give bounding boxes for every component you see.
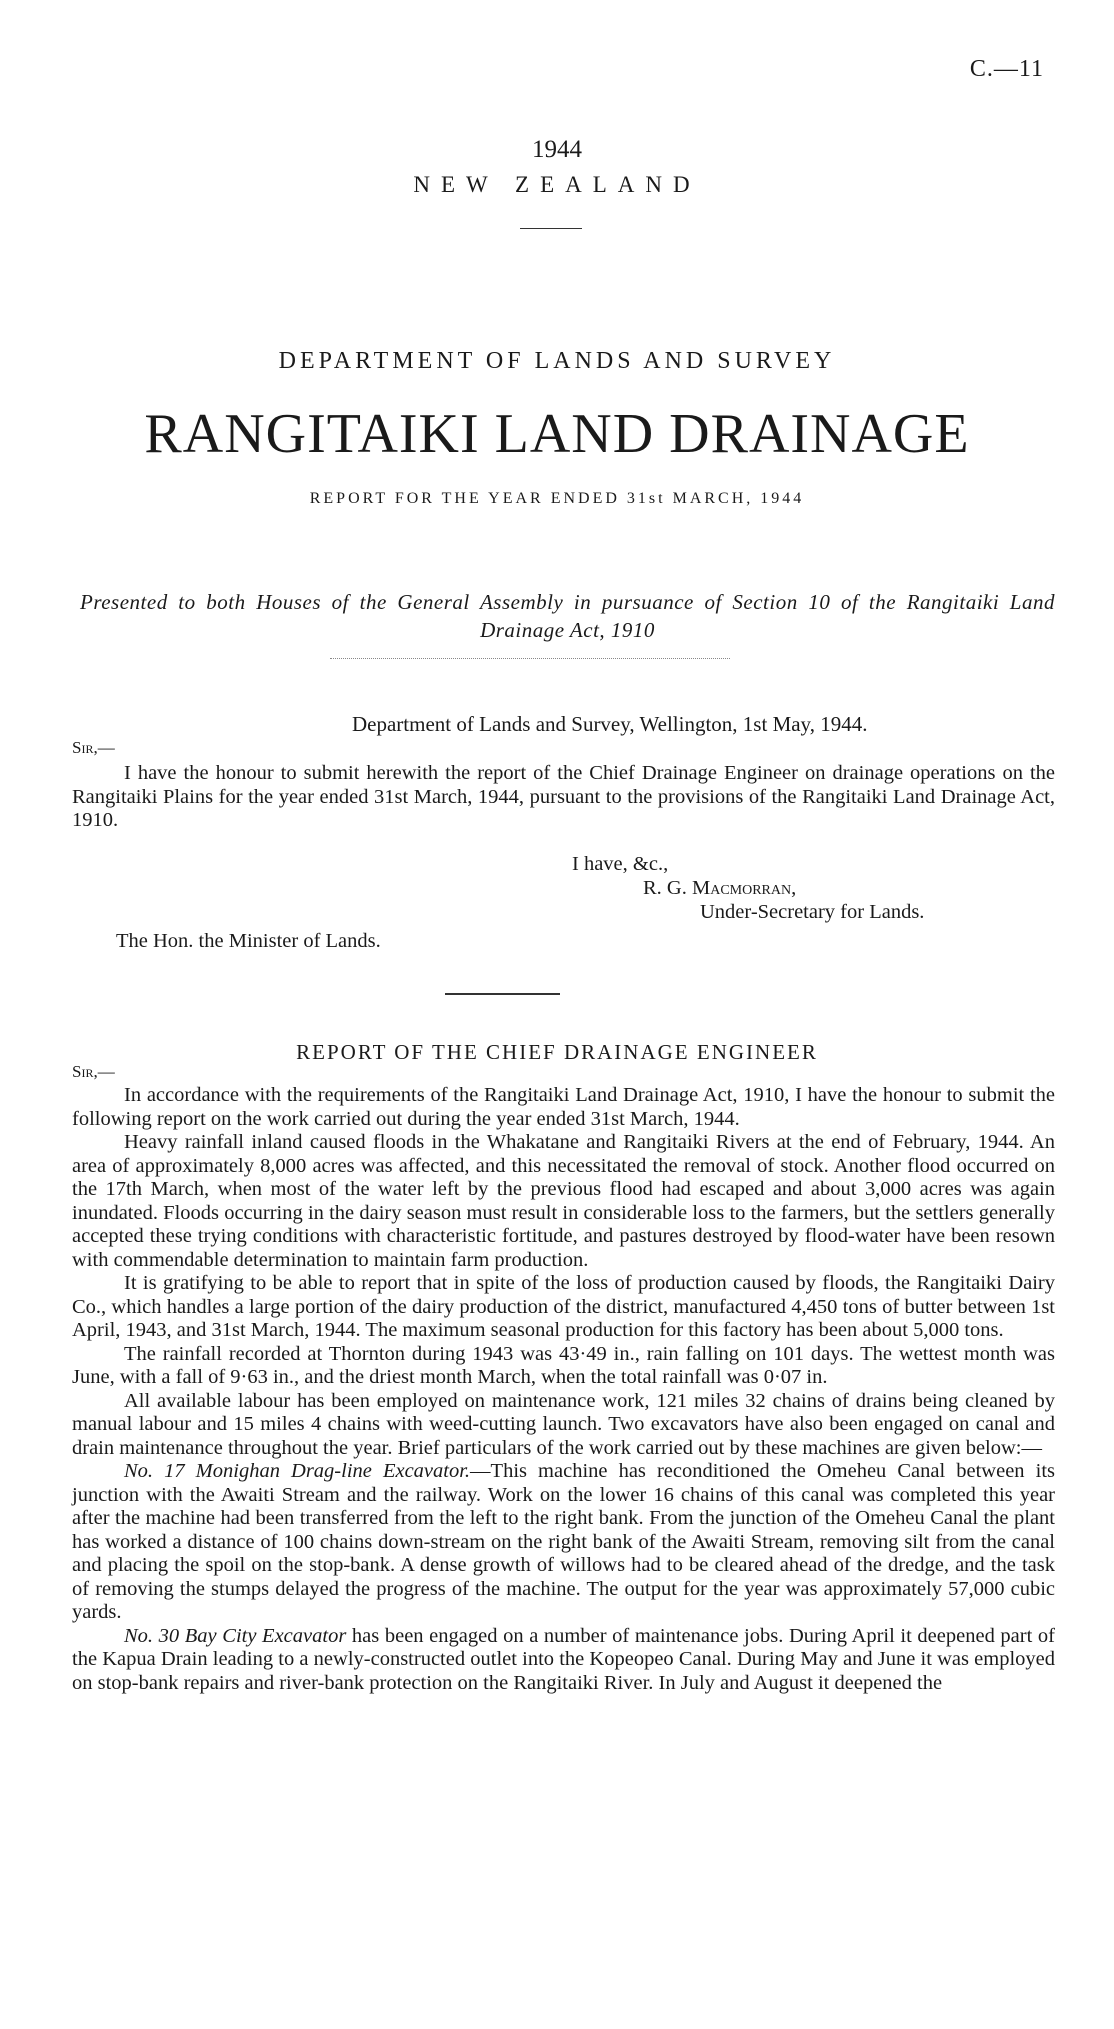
divider-rule — [520, 228, 582, 229]
letter-dateline: Department of Lands and Survey, Wellington, 1st May, 1944. — [352, 712, 868, 736]
page-title: RANGITAIKI LAND DRAINAGE — [144, 403, 970, 465]
letter-salutation: Sir,— — [72, 738, 115, 757]
excavator-label: No. 30 Bay City Excavator — [124, 1624, 347, 1647]
report-paragraph: It is gratifying to be able to report that in spite of the loss of production caused by floods, the Rangitaiki Dairy Co., which handles a large portion of the dairy production of the district, manufactured 4,450 tons of butter between 1st April, 1943, and 31st March, 1944. The maximum seasonal production for this factory has been about 5,000 tons. — [72, 1272, 1055, 1341]
letter-body: I have the honour to submit herewith the report of the Chief Drainage Engineer on drainage operations on the Rangitaiki Plains for the year ended 31st March, 1944, pursuant to the provisions of the Rangitaiki Land Drainage Act, 1910. — [72, 762, 1055, 831]
presentation-note: Presented to both Houses of the General Assembly in pursuance of Section 10 of the Rangitaiki Land Drainage Act, 1910 — [80, 590, 1055, 642]
report-body — [72, 1084, 1055, 1695]
report-paragraph: All available labour has been employed on maintenance work, 121 miles 32 chains of drains being cleaned by manual labour and 15 miles 4 chains with weed-cutting launch. Two excavators have also been engaged on canal and drain maintenance throughout the year. Brief particulars of the work carried out by these machines are given below:— — [72, 1389, 1055, 1459]
signatory-title: Under-Secretary for Lands. — [700, 901, 925, 923]
report-year: 1944 — [532, 136, 582, 163]
letter-addressee: The Hon. the Minister of Lands. — [116, 930, 381, 952]
letter-closing: I have, &c., — [572, 853, 669, 875]
report-salutation: Sir,— — [72, 1062, 115, 1081]
report-paragraph: Heavy rainfall inland caused floods in the Whakatane and Rangitaiki Rivers at the end of February, 1944. An area of approximately 8,000 acres was affected, and this necessitated the removal of stock. Another flood occurred on the 17th March, when most of the water left by the previous flood had escaped and about 3,000 acres was again inundated. Floods occurring in the dairy season must result in considerable loss to the farmers, but the settlers generally accepted these trying conditions with characteristic fortitude, and pastures destroyed by flood-water have been resown with commendable determination to maintain farm production. — [72, 1131, 1055, 1271]
report-paragraph: In accordance with the requirements of the Rangitaiki Land Drainage Act, 1910, I have the honour to submit the following report on the work carried out during the year ended 31st March, 1944. — [72, 1084, 1055, 1130]
section-divider — [445, 993, 560, 995]
excavator-label: No. 17 Monighan Drag-line Excavator. — [124, 1460, 471, 1482]
dotted-divider — [330, 658, 730, 659]
country-heading: NEW ZEALAND — [413, 172, 701, 197]
report-paragraph: The rainfall recorded at Thornton during 1943 was 43·49 in., rain falling on 101 days. The wettest month was June, with a fall of 9·63 in., and the driest month March, when the total rainfall was 0·07 in. — [72, 1342, 1055, 1388]
report-subtitle: REPORT FOR THE YEAR ENDED 31st MARCH, 1944 — [309, 490, 805, 507]
report-heading: REPORT OF THE CHIEF DRAINAGE ENGINEER — [296, 1040, 818, 1064]
page-number: C.—11 — [969, 56, 1044, 82]
report-paragraph: No. 17 Monighan Drag-line Excavator.—This machine has reconditioned the Omeheu Canal between its junction with the Awaiti Stream and the railway. Work on the lower 16 chains of this canal was completed this year after the machine had been transferred from the left to the right bank. From the junction of the Omeheu Canal the plant has worked a distance of 100 chains down-stream on the right bank of the Awaiti Stream, removing silt from the canal and placing the spoil on the stop-bank. A dense growth of willows had to be cleared ahead of the dredge, and the task of removing the stumps delayed the progress of the machine. The output for the year was approximately 57,000 cubic yards. — [72, 1460, 1055, 1623]
report-paragraph: No. 30 Bay City Excavator has been engaged on a number of maintenance jobs. During April it deepened part of the Kapua Drain leading to a newly-constructed outlet into the Kopeopeo Canal. During May and June it was employed on stop-bank repairs and river-bank protection on the Rangitaiki River. In July and August it deepened the — [72, 1624, 1055, 1694]
department-heading: DEPARTMENT OF LANDS AND SURVEY — [278, 348, 836, 374]
letter-signatory: R. G. Macmorran, — [643, 877, 797, 899]
